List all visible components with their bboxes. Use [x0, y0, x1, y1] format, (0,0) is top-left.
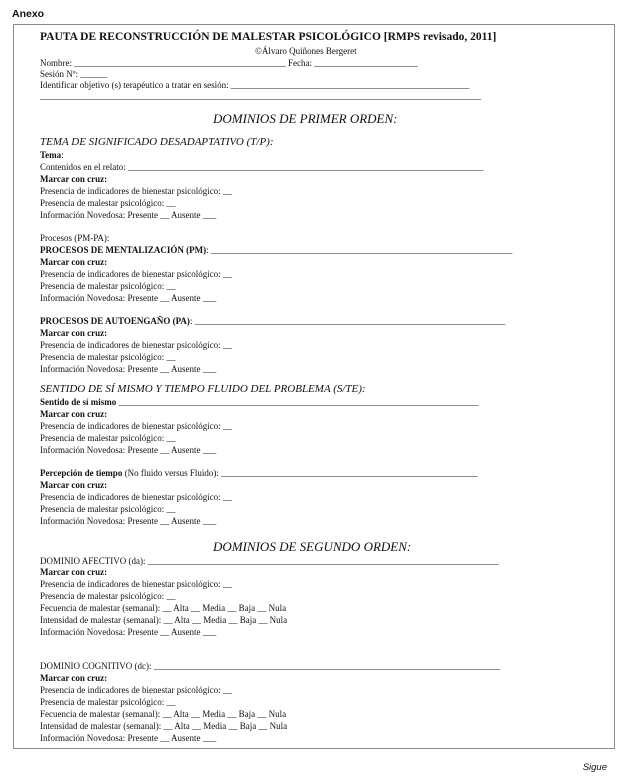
bienestar-item[interactable]: Presencia de indicadores de bienestar psicológico: __ — [40, 421, 232, 431]
continue-label: Sigue — [582, 762, 607, 773]
novedosa-item[interactable]: Información Novedosa: Presente __ Ausente ___ — [40, 364, 217, 374]
marcar-label: Marcar con cruz: — [40, 328, 108, 338]
form-title: PAUTA DE RECONSTRUCCIÓN DE MALESTAR PSICOLÓGICO [RMPS revisado, 2011] — [40, 31, 497, 43]
sentido-field: Sentido de sí mismo ________________________________________________________________________________ — [40, 397, 479, 407]
novedosa-item[interactable]: Información Novedosa: Presente __ Ausente ___ — [40, 210, 217, 220]
cognitivo-field[interactable]: DOMINIO COGNITIVO (dc): _____________________________________________________________________________ — [40, 661, 501, 671]
procesos-label: Procesos (PM-PA): — [40, 233, 110, 243]
frecuencia-item[interactable]: Fecuencia de malestar (semanal): __ Alta __ Media __ Baja __ Nula — [40, 603, 287, 613]
malestar-item[interactable]: Presencia de malestar psicológico: __ — [40, 198, 176, 208]
author-credit: ©Álvaro Quiñones Bergeret — [255, 46, 357, 56]
bienestar-item[interactable]: Presencia de indicadores de bienestar psicológico: __ — [40, 269, 232, 279]
marcar-label: Marcar con cruz: — [40, 174, 108, 184]
intensidad-item[interactable]: Intensidad de malestar (semanal): __ Alta __ Media __ Baja __ Nula — [40, 615, 288, 625]
novedosa-item[interactable]: Información Novedosa: Presente __ Ausente ___ — [40, 445, 217, 455]
novedosa-item[interactable]: Información Novedosa: Presente __ Ausente ___ — [40, 293, 217, 303]
malestar-item[interactable]: Presencia de malestar psicológico: __ — [40, 433, 176, 443]
bienestar-item[interactable]: Presencia de indicadores de bienestar psicológico: __ — [40, 685, 232, 695]
annex-label: Anexo — [12, 8, 45, 20]
bienestar-item[interactable]: Presencia de indicadores de bienestar psicológico: __ — [40, 340, 232, 350]
first-order-heading: DOMINIOS DE PRIMER ORDEN: — [213, 111, 398, 126]
intensidad-item[interactable]: Intensidad de malestar (semanal): __ Alta __ Media __ Baja __ Nula — [40, 721, 288, 731]
pm-field: PROCESOS DE MENTALIZACIÓN (PM): ___________________________________________________________________ — [40, 245, 513, 255]
marcar-label: Marcar con cruz: — [40, 673, 108, 683]
name-date-field[interactable]: Nombre: _______________________________________________ Fecha: _______________________ — [40, 58, 418, 68]
bienestar-item[interactable]: Presencia de indicadores de bienestar psicológico: __ — [40, 492, 232, 502]
contenidos-field[interactable]: Contenidos en el relato: _______________________________________________________________________________ — [40, 162, 484, 172]
novedosa-item[interactable]: Información Novedosa: Presente __ Ausente ___ — [40, 733, 217, 743]
session-field[interactable]: Sesión Nº: ______ — [40, 69, 108, 79]
bienestar-item[interactable]: Presencia de indicadores de bienestar psicológico: __ — [40, 186, 232, 196]
objective-line[interactable]: __________________________________________________________________________________________________ — [40, 91, 481, 101]
malestar-item[interactable]: Presencia de malestar psicológico: __ — [40, 504, 176, 514]
marcar-label: Marcar con cruz: — [40, 567, 108, 577]
percepcion-field: Percepción de tiempo (No fluido versus Fluido): _________________________________________________________ — [40, 468, 478, 478]
second-order-heading: DOMINIOS DE SEGUNDO ORDEN: — [213, 539, 412, 554]
marcar-label: Marcar con cruz: — [40, 480, 108, 490]
tema-heading: TEMA DE SIGNIFICADO DESADAPTATIVO (T/P): — [40, 136, 274, 148]
bienestar-item[interactable]: Presencia de indicadores de bienestar psicológico: __ — [40, 579, 232, 589]
novedosa-item[interactable]: Información Novedosa: Presente __ Ausente ___ — [40, 627, 217, 637]
tema-label: Tema: — [40, 150, 64, 160]
malestar-item[interactable]: Presencia de malestar psicológico: __ — [40, 591, 176, 601]
frecuencia-item[interactable]: Fecuencia de malestar (semanal): __ Alta __ Media __ Baja __ Nula — [40, 709, 287, 719]
objective-field[interactable]: Identificar objetivo (s) terapéutico a tratar en sesión: _____________________________________________________ — [40, 80, 470, 90]
marcar-label: Marcar con cruz: — [40, 257, 108, 267]
pa-field: PROCESOS DE AUTOENGAÑO (PA): _____________________________________________________________________ — [40, 316, 506, 326]
marcar-label: Marcar con cruz: — [40, 409, 108, 419]
malestar-item[interactable]: Presencia de malestar psicológico: __ — [40, 352, 176, 362]
malestar-item[interactable]: Presencia de malestar psicológico: __ — [40, 281, 176, 291]
ste-heading: SENTIDO DE SÍ MISMO Y TIEMPO FLUIDO DEL PROBLEMA (S/TE): — [40, 383, 366, 395]
malestar-item[interactable]: Presencia de malestar psicológico: __ — [40, 697, 176, 707]
afectivo-field[interactable]: DOMINIO AFECTIVO (da): ______________________________________________________________________________ — [40, 556, 499, 566]
novedosa-item[interactable]: Información Novedosa: Presente __ Ausente ___ — [40, 516, 217, 526]
